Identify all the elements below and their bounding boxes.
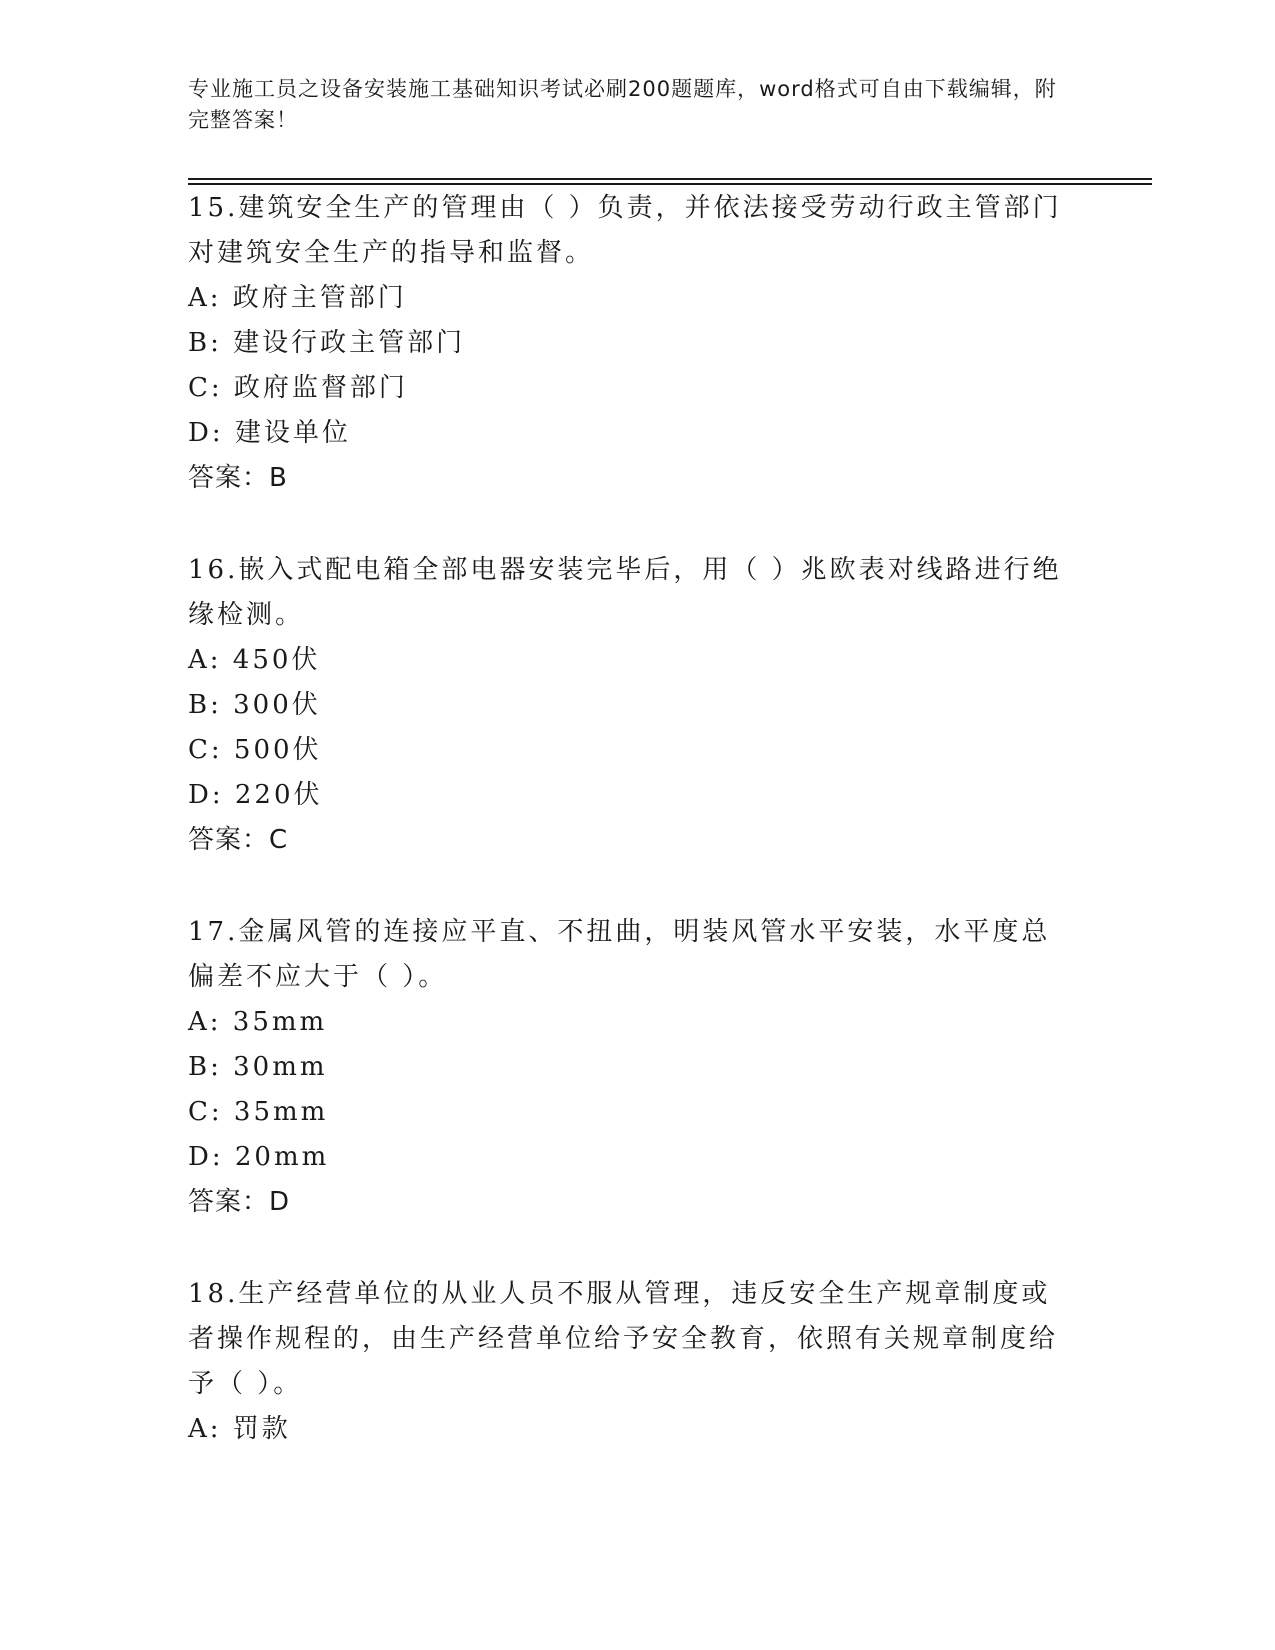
option-a: A: 35mm	[188, 1007, 328, 1037]
option-c: C: 35mm	[188, 1097, 329, 1127]
question-16	[188, 548, 1068, 863]
option-b: B: 300伏	[188, 690, 321, 720]
question-15	[188, 186, 1068, 501]
option-d: D: 建设单位	[188, 418, 351, 448]
option-b: B: 30mm	[188, 1052, 328, 1082]
question-stem: 15.建筑安全生产的管理由（ ）负责，并依法接受劳动行政主管部门对建筑安全生产的指导和监督。	[188, 193, 1062, 268]
option-a: A: 政府主管部门	[188, 283, 407, 313]
question-18	[188, 1272, 1068, 1452]
question-17	[188, 910, 1068, 1225]
answer: 答案：B	[188, 463, 288, 493]
option-c: C: 政府监督部门	[188, 373, 408, 403]
option-c: C: 500伏	[188, 735, 322, 765]
option-b: B: 建设行政主管部门	[188, 328, 466, 358]
header-divider-bottom	[188, 183, 1152, 185]
question-stem: 18.生产经营单位的从业人员不服从管理，违反安全生产规章制度或者操作规程的，由生产经营单位给予安全教育，依照有关规章制度给予（ ）。	[188, 1279, 1059, 1399]
answer: 答案：D	[188, 1187, 291, 1217]
option-d: D: 20mm	[188, 1142, 330, 1172]
option-a: A: 450伏	[188, 645, 321, 675]
option-d: D: 220伏	[188, 780, 323, 810]
answer: 答案：C	[188, 825, 289, 855]
question-stem: 17.金属风管的连接应平直、不扭曲，明装风管水平安装，水平度总偏差不应大于（ ）。	[188, 917, 1051, 992]
option-a: A: 罚款	[188, 1414, 291, 1444]
header-divider-top	[188, 178, 1152, 180]
question-stem: 16.嵌入式配电箱全部电器安装完毕后，用（ ）兆欧表对线路进行绝缘检测。	[188, 555, 1062, 630]
document-header: 专业施工员之设备安装施工基础知识考试必刷200题题库，word格式可自由下载编辑，附完整答案！	[188, 77, 1057, 132]
